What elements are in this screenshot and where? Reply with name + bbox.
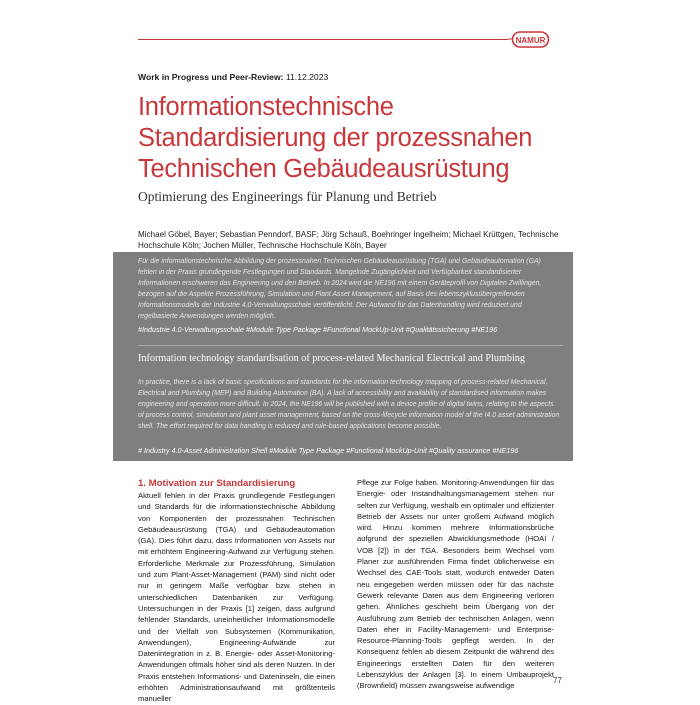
- article-subtitle: Optimierung des Engineerings für Planung und Betrieb: [138, 189, 437, 204]
- body-column-right: Pflege zur Folge haben. Monitoring-Anwendungen für das Energie- oder Instandhaltungsmanagement stehen nur selten zur Verfügung, weshalb ein optimaler und effizienter Betrieb der Assets nur unter großem Aufwand möglich wird. Hinzu kommen mehrere Informationsbrüche aufgrund der speziellen Abwicklungsmethode (HOAI / VOB [2]) in der TGA. Besonders beim Wechsel vom Planer zur ausführenden Firma findet üblicherweise ein Wechsel des CAE-Tools statt, wodurch entweder Daten neu eingegeben werden müssen oder für das nächste Gewerk relevante Daten aus dem Engineering verloren gehen. Ähnliches geschieht beim Übergang von der Ausführung zum Betrieb der technischen Anlagen, wenn Daten eher in Facility-Management- und Enterprise-Resource-Planning-Tools gepflegt werden. In der Konsequenz fehlen ab diesem Zeitpunkt die während des Engineerings erstellten Daten für den weiteren Lebenszyklus der Anlagen [3]. In einem Umbauprojekt (Brownfield) müssen zwangsweise aufwendige: [357, 478, 554, 691]
- abstract-divider: [138, 345, 563, 346]
- english-title: Information technology standardisation of process-related Mechanical Electrical and Plumbing: [138, 353, 525, 364]
- keywords-german: #Industrie 4.0-Verwaltungsschale #Module Type Package #Functional MockUp-Unit #Qualitätssicherung #NE196: [138, 325, 498, 334]
- article-title: [138, 92, 578, 185]
- keywords-english: # Industry 4.0-Asset Administration Shell #Module Type Package #Functional MockUp-Unit #Quality assurance #NE196: [138, 446, 519, 455]
- abstract-german: Für die informationstechnische Abbildung der prozessnahen Technischen Gebäudeausrüstung (TGA) und Gebäudeautomation (GA) fehlen in der Praxis grundlegende Festlegungen und Standards. Mangelnde Zugänglichkeit und Verfügbarkeit standardisierter Informationen erschweren das Engineering und den Betrieb. In 2024 wird die NE196 mit einem Geräteprofil von Digitalen Zwillingen, bezogen auf die Aspekte Prozessführung, Simulation und Plant Asset Management, auf Basis des lebenszyklusübergreifenden Informationsmodells der Industrie 4.0-Verwaltungsschale veröffentlicht. Der Aufwand für das Datenhandling wird reduziert und regelbasierte Anwendungen werden möglich.: [138, 258, 542, 320]
- body-column-left: Aktuell fehlen in der Praxis grundlegende Festlegungen und Standards für die informationstechnische Abbildung von Komponenten der prozessnahen Technischen Gebäudeausrüstung (TGA) und Gebäudeautomation (GA). Dies führt dazu, dass Informationen von Assets nur mit erhöhtem Engineering-Aufwand zur Verfügung stehen. Erforderliche Merkmale zur Prozessführung, Simulation und zum Plant-Asset-Management (PAM) sind nicht oder nur in geringem Maße verfügbar bzw. stehen in unterschiedlichen Datenbanken zur Verfügung. Untersuchungen in der Praxis [1] zeigen, dass aufgrund fehlender Standards, uneinheitlicher Informationsmodelle und der Vielfalt von Subsystemen (Kommunikation, Anwendungen), Engineering-Aufwände zur Datenintegration in z. B. Energie- oder Asset-Monitoring-Anwendungen oftmals höher sind als deren Nutzen. In der Praxis entstehen Informations- und Dateninseln, die einen erhöhten Administrationsaufwand mit größtenteils manueller: [138, 491, 335, 704]
- title-line: Technischen Gebäudeausrüstung: [138, 155, 510, 183]
- title-line: Informationstechnische: [138, 93, 394, 121]
- namur-logo: [508, 30, 550, 50]
- title-line: Standardisierung der prozessnahen: [138, 124, 533, 152]
- page-number: 77: [553, 676, 562, 685]
- section-heading: 1. Motivation zur Standardisierung: [138, 478, 296, 489]
- svg-text:NAMUR: NAMUR: [515, 35, 546, 45]
- header-rule: [138, 39, 508, 40]
- abstract-english: In practice, there is a lack of basic specifications and standards for the information technology mapping of process-related Mechanical, Electrical and Plumbing (MEP) and Building Automation (BA). A lack of accessibility and availability of standardised information makes engineering and operation more difficult. In 2024, the NE196 will be published with a device profile of digital twins, relating to the aspects of process control, simulation and plant asset management, based on the cross-lifecycle information model of the I4.0 asset administration shell. The effort required for data handling is reduced and rule-based applications become possible.: [138, 379, 560, 430]
- abstract-box: [113, 252, 573, 461]
- author-list: Michael Göbel, Bayer; Sebastian Penndorf, BASF; Jörg Schauß, Boehringer Ingelheim; Michael Krüttgen, Technische Hochschule Köln; Jochen Müller, Technische Hochschule Köln, Bayer: [138, 230, 559, 251]
- review-status: Work in Progress und Peer-Review: 11.12.2023: [138, 72, 329, 82]
